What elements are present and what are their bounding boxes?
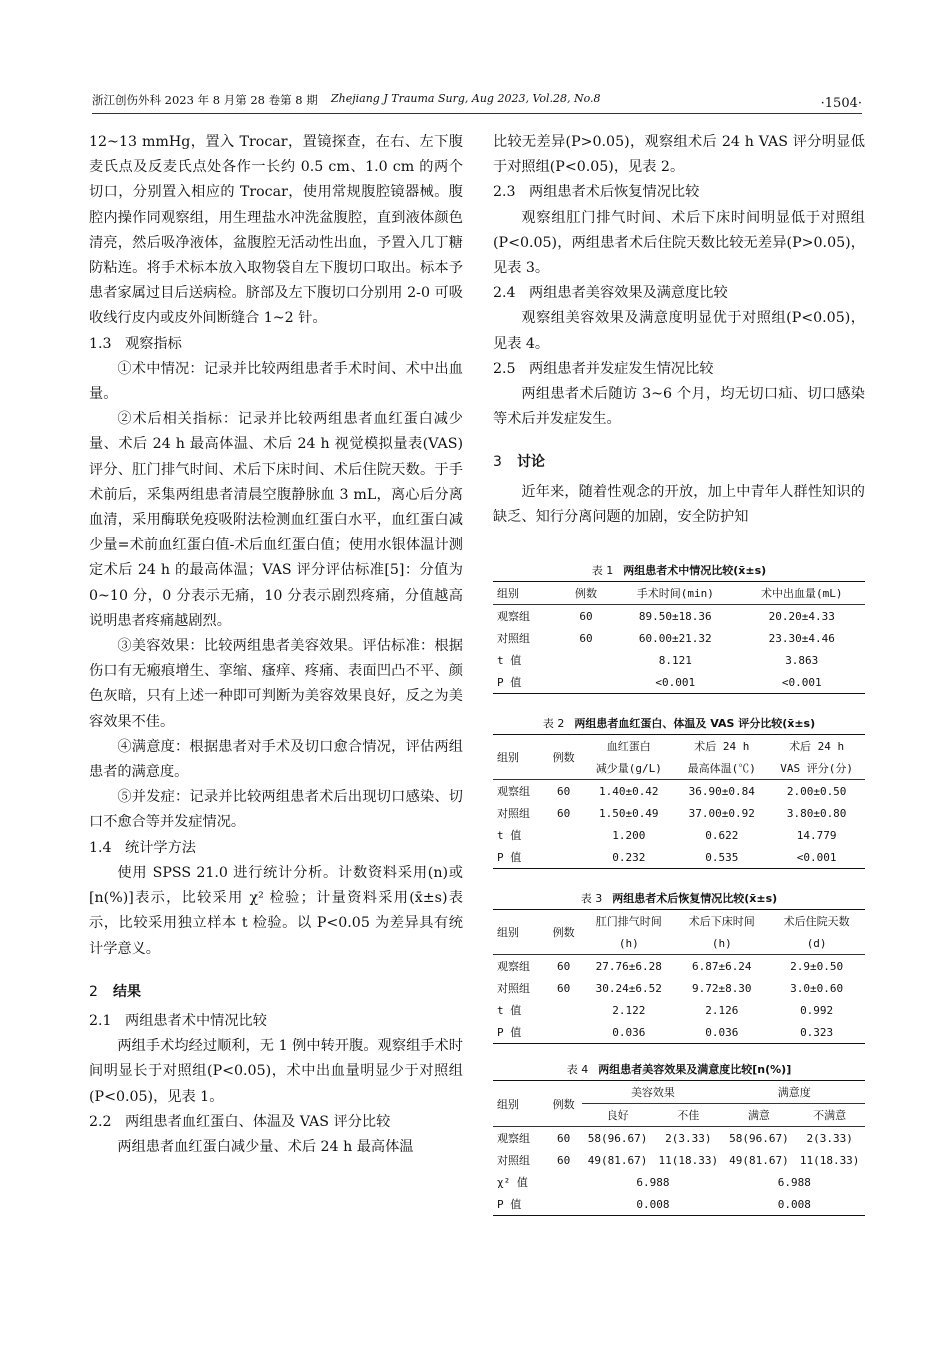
col-header: 手术时间(min) [612,582,738,605]
col-header: 不佳 [653,1104,724,1127]
text: 2.1 [89,1012,112,1029]
section-heading [89,1009,463,1034]
col-header: 术中出血量(mL) [739,582,866,605]
table-cell: 30.24±6.52 [595,981,662,995]
text: 两组患者美容效果及满意度比较 [529,285,728,302]
paragraph: ①术中情况：记录并比较两组患者手术时间、术中出血量。 [89,360,463,403]
table-cell: 2(3.33) [665,1131,712,1145]
table-cell: 3.80±0.80 [786,806,847,820]
table-row [493,1193,865,1216]
table-3 [493,889,865,1044]
table-cell: 8.121 [658,653,692,667]
col-header: 满意 [724,1104,795,1127]
table-cell: 58(96.67) [729,1131,789,1145]
text: 结果 [113,983,141,1000]
text: 两组患者血红蛋白、体温及 VAS 评分比较(x̄±s) [574,717,816,730]
table-cell: 60 [579,609,593,623]
table-cell: t 值 [497,654,522,667]
journal-name-en: Zhejiang J Trauma Surg, Aug 2023, Vol.28, No.8 [331,92,601,105]
table-cell: 2.126 [705,1003,739,1017]
table-cell: 9.72±8.30 [691,981,752,995]
section-heading [493,357,865,382]
text: 两组患者术后恢复情况比较 [529,184,700,201]
table-cell: 0.622 [705,828,739,842]
chapter-heading [89,980,463,1005]
col-header: 不满意 [794,1104,865,1127]
table-row [493,1021,865,1044]
text: 1.3 [89,335,112,352]
table-cell: 11(18.33) [658,1153,719,1167]
table-row [493,605,865,628]
table-cell: 20.20±4.33 [768,609,835,623]
table-cell: 3.863 [785,653,819,667]
table-cell: <0.001 [768,846,865,869]
col-header: 肛门排气时间 [582,910,675,933]
paragraph: 近年来，随着性观念的开放，加上中青年人群性知识的缺乏、知行分离问题的加剧，安全防护知 [493,483,865,525]
table-cell [545,846,582,869]
col-header: (h) [582,932,675,955]
table-row [493,999,865,1021]
col-header: 例数 [545,910,582,955]
table-cell: <0.001 [739,671,866,694]
col-header: 良好 [582,1104,653,1127]
table-cell: 60 [557,1131,571,1145]
table-cell: <0.001 [612,671,738,694]
table-caption [493,714,865,734]
table-cell: 49(81.67) [587,1153,648,1167]
table-cell: 60 [557,1153,571,1167]
table-cell: 对照组 [497,632,530,645]
text: 3 [493,454,502,471]
col-header: 组别 [493,910,545,955]
text: 两组患者血红蛋白、体温及 VAS 评分比较 [125,1113,391,1130]
text: 两组患者术中情况比较 [125,1012,267,1029]
table-caption [493,561,865,581]
col-header: 例数 [545,1081,582,1127]
right-column [493,130,865,530]
table-cell: 观察组 [497,1132,530,1145]
journal-name: 浙江创伤外科 2023 年 8 月第 28 卷第 8 期 [92,93,318,107]
table-cell: 60.00±21.32 [638,631,712,645]
table-row [493,649,865,671]
table-caption [493,889,865,909]
table-cell: 60 [557,784,571,798]
table-cell: 0.992 [800,1003,834,1017]
text: 表 1 [591,564,614,577]
section-heading [493,180,865,205]
table-cell: 0.008 [582,1193,723,1216]
table-cell: 观察组 [497,610,530,623]
col-header: (h) [675,932,768,955]
table-2 [493,714,865,869]
paragraph: ②术后相关指标：记录并比较两组患者血红蛋白减少量、术后 24 h 最高体温、术后 24 h 视觉模拟量表(VAS)评分、肛门排气时间、术后下床时间、术后住院天数。于手术前后，采集两组患者清晨空腹静脉血 3 mL，离心后分离血清，采用酶联免疫吸附法检测血红蛋白水平，血红蛋白减少量=术前血红蛋白值-术后血红蛋白值；使用水银体温计测定术后 24 h 的最高体温；VAS 评分评估标准[5]：分值为 0~10 分，0 分表示无痛，10 分表示剧烈疼痛，分值越高说明患者疼痛越剧烈。 [89,411,463,629]
col-header: 例数 [545,735,582,780]
text: 两组患者术中情况比较(x̄±s) [623,564,767,577]
paragraph: 12~13 mmHg，置入 Trocar，置镜探查，在右、左下腹麦氏点及反麦氏点处各作一长约 0.5 cm、1.0 cm 的两个切口，分别置入相应的 Trocar，使用常规腹腔镜器械。腹腔内操作同观察组，用生理盐水冲洗盆腹腔，直到液体颜色清亮，然后吸净液体，盆腹腔无活动性出血，予置入几丁糖防粘连。将手术标本放入取物袋自左下腹切口取出。标本予患者家属过目后送病检。脐部及左下腹切口分别用 2-0 可吸收线行皮内或皮外间断缝合 1~2 针。 [89,134,463,327]
text: 2.3 [493,184,516,201]
header-rule [92,113,862,114]
table-row [493,1149,865,1171]
paragraph: 比较无差异(P>0.05)，观察组术后 24 h VAS 评分明显低于对照组(P<0.05)，见表 2。 [493,134,865,176]
table-cell: t 值 [497,829,522,842]
section-heading [89,332,463,357]
table-row [493,780,865,803]
text: 两组患者术后恢复情况比较(x̄±s) [612,892,778,905]
table-cell [545,824,582,846]
table-1 [493,561,865,694]
table-cell: P 值 [493,1021,545,1044]
table-cell: 0.036 [675,1021,768,1044]
table-cell [545,999,582,1021]
col-header: 例数 [560,582,612,605]
col-header: (d) [768,932,865,955]
table-cell: 1.50±0.49 [598,806,659,820]
page-number: ·1504· [820,96,862,111]
left-column [89,130,463,1160]
table-cell: 3.0±0.60 [790,981,844,995]
paragraph: 两组患者血红蛋白减少量、术后 24 h 最高体温 [117,1138,414,1155]
table-cell: 2.00±0.50 [786,784,847,798]
table-row [493,627,865,649]
table-cell [545,1193,582,1216]
table-cell: 37.00±0.92 [688,806,755,820]
section-heading [493,281,865,306]
text: 表 2 [542,717,565,730]
table-4 [493,1060,865,1216]
table-cell: 对照组 [497,807,530,820]
table-row [493,977,865,999]
text: 表 3 [580,892,603,905]
col-header: 术后住院天数 [768,910,865,933]
text: 观察指标 [125,335,182,352]
table-row [493,1171,865,1193]
text: 讨论 [517,454,545,471]
col-header: 满意度 [724,1081,865,1104]
table-cell: 2.122 [612,1003,646,1017]
paragraph: ⑤并发症：记录并比较两组患者术后出现切口感染、切口不愈合等并发症情况。 [89,789,463,831]
table-cell: 11(18.33) [799,1153,860,1167]
text: 2 [89,983,98,1000]
table-cell: 14.779 [796,828,837,842]
table-caption [493,1060,865,1080]
paragraph: 两组患者术后随访 3~6 个月，均无切口疝、切口感染等术后并发症发生。 [493,386,865,428]
text: 2.4 [493,285,516,302]
paragraph: 两组手术均经过顺利，无 1 例中转开腹。观察组手术时间明显长于对照组(P<0.05)，术中出血量明显少于对照组(P<0.05)，见表 1。 [89,1038,463,1105]
table-cell: 36.90±0.84 [688,784,755,798]
table-cell: 89.50±18.36 [638,609,712,623]
table-cell: P 值 [493,846,545,869]
table-cell: 2(3.33) [806,1131,853,1145]
text: 表 4 [566,1063,589,1076]
table-cell: 0.232 [582,846,675,869]
col-header: 血红蛋白 [582,735,675,758]
table-cell: 60 [557,959,571,973]
section-heading [89,836,463,861]
table-cell: 1.200 [612,828,646,842]
table-cell: 60 [557,806,571,820]
table-cell: 60 [579,631,593,645]
text: 2.2 [89,1113,112,1130]
table-cell [545,1021,582,1044]
table-cell: 27.76±6.28 [595,959,662,973]
col-header: 美容效果 [582,1081,723,1104]
section-heading [89,1110,463,1135]
col-header: 术后 24 h [675,735,768,758]
paragraph: ③美容效果：比较两组患者美容效果。评估标准：根据伤口有无瘢痕增生、挛缩、瘙痒、疼痛、表面凹凸不平、颜色灰暗，只有上述一种即可判断为美容效果良好，反之为美容效果不佳。 [89,638,463,730]
table-cell: 49(81.67) [729,1153,789,1167]
col-header: 组别 [493,1081,545,1127]
col-header: 最高体温(℃) [675,757,768,780]
text: 1.4 [89,839,112,856]
table-row [493,802,865,824]
table-cell: 观察组 [497,960,530,973]
table-cell: χ² 值 [497,1176,528,1189]
table-cell: 0.535 [675,846,768,869]
table-row [493,824,865,846]
table-cell [545,1171,582,1193]
table-cell: 2.9±0.50 [790,959,844,973]
text: 两组患者并发症发生情况比较 [529,360,714,377]
paragraph: ④满意度：根据患者对手术及切口愈合情况，评估两组患者的满意度。 [89,738,463,781]
text: 统计学方法 [125,839,196,856]
col-header: 术后下床时间 [675,910,768,933]
text: 2.5 [493,360,516,377]
table-row [493,671,865,694]
table-cell: 6.87±6.24 [691,959,752,973]
table-cell: P 值 [493,1193,545,1216]
chapter-heading [493,450,865,475]
table-cell: 对照组 [497,982,530,995]
text: 两组患者美容效果及满意度比较[n(%)] [598,1063,792,1076]
paragraph: 观察组美容效果及满意度明显优于对照组(P<0.05)，见表 4。 [493,310,865,352]
table-row [493,1127,865,1150]
table-cell: 0.008 [724,1193,865,1216]
col-header: 减少量(g/L) [582,757,675,780]
table-cell: 观察组 [497,785,530,798]
table-cell: 0.036 [582,1021,675,1044]
table-cell: 1.40±0.42 [598,784,659,798]
col-header: 组别 [493,735,545,780]
table-cell: 0.323 [768,1021,865,1044]
col-header: 组别 [493,582,560,605]
table-cell: 对照组 [497,1154,530,1167]
table-cell [560,671,612,694]
col-header: 术后 24 h [768,735,865,758]
table-row [493,955,865,978]
table-cell: 23.30±4.46 [768,631,835,645]
table-cell: 6.988 [636,1175,670,1189]
table-row [493,846,865,869]
table-cell: 6.988 [777,1175,811,1189]
table-cell: 58(96.67) [587,1131,648,1145]
col-header: VAS 评分(分) [768,757,865,780]
table-cell: P 值 [493,671,560,694]
table-cell: 60 [557,981,571,995]
paragraph: 观察组肛门排气时间、术后下床时间明显低于对照组(P<0.05)，两组患者术后住院天数比较无差异(P>0.05)，见表 3。 [493,209,865,277]
table-cell: t 值 [497,1004,522,1017]
table-cell [560,649,612,671]
running-header [92,92,862,112]
paragraph: 使用 SPSS 21.0 进行统计分析。计数资料采用(n)或[n(%)]表示，比较采用 χ² 检验；计量资料采用(x̄±s)表示，比较采用独立样本 t 检验。以 P<0.05 为差异具有统计学意义。 [89,864,463,957]
